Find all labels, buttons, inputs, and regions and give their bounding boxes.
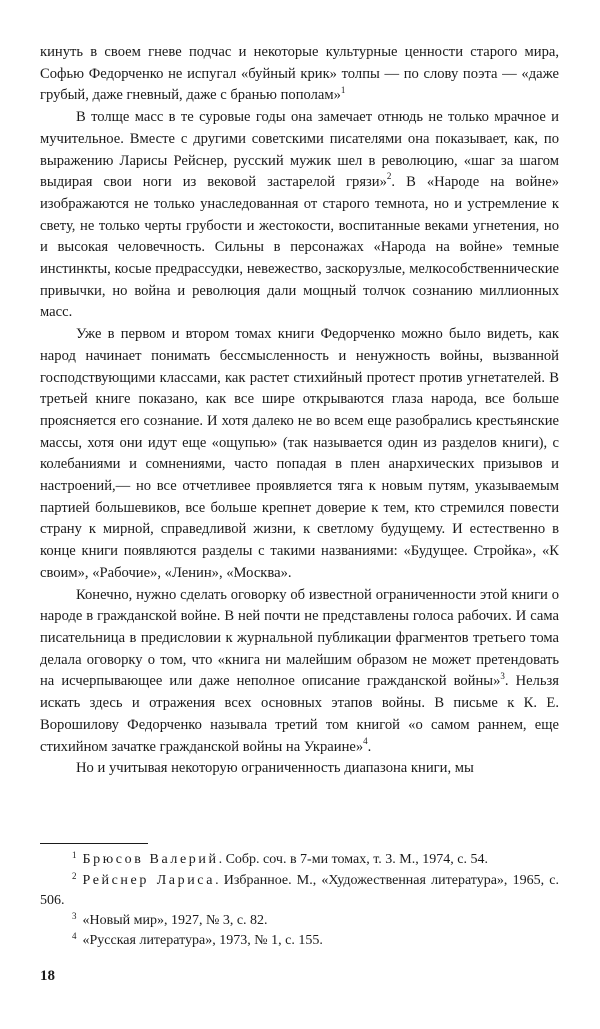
footnotes xyxy=(40,850,559,952)
footnote-ref-2: 2 xyxy=(386,171,392,182)
footnote-divider xyxy=(40,843,148,844)
footnote-text: . Собр. соч. в 7-ми томах, т. 3. М., 1974, с. 54. xyxy=(218,852,488,867)
paragraph-5 xyxy=(40,758,559,780)
footnote-number: 2 xyxy=(72,870,77,881)
paragraph-3 xyxy=(40,324,559,584)
page-number: 18 xyxy=(40,968,55,984)
footnote-text: «Новый мир», 1927, № 3, с. 82. xyxy=(82,912,268,928)
paragraph-2 xyxy=(40,107,559,324)
footnote-ref-4: 4 xyxy=(363,735,368,746)
footnote-text: . Избранное. М., «Художественная литература», 1965, с. 506. xyxy=(40,872,559,908)
paragraph-5-text: Но и учитывая некоторую ограниченность диапазона книги, мы xyxy=(76,760,474,777)
paragraph-3-text: Уже в первом и втором томах книги Федорченко можно было видеть, как народ начинает понимать бессмысленность и ненужность войны, вызванной господствующими классами, как растет стихийный протест против угнетателей. В третьей книге показано, как все шире открываются глаза народа, все больше проясняется его сознание. И хотя далеко не во всем еще разобрались крестьянские массы, хотя они идут еще «ощупью» (так называется один из разделов книги), с колебаниями и сомнениями, часто попадая в плен анархических призывов и настроений,— но все отчетливее проявляется тяга к новым путям, указываемым партией большевиков, все больше крепнет доверие к тем, кто стремился повести страну к мирной, справедливой жизни, к светлому будущему. И естественно в конце книги появляются разделы с такими названиями: «Будущее. Стройка», «К своим», «Рабочие», «Ленин», «Москва». xyxy=(40,326,559,581)
paragraph-2-text-a: В толще масс в те суровые годы она замечает отнюдь не только мрачное и мучительное. Вместе с другими советскими писателями она показывает, как, по выражению Ларисы Рейснер, русский мужик шел в революцию, «шаг за шагом выдирая свои ноги из вековой застарелой грязи» xyxy=(40,109,559,191)
footnote-author: Рейснер Лариса xyxy=(82,872,216,888)
paragraph-4-text-c: . xyxy=(367,738,372,755)
footnote-ref-3: 3 xyxy=(500,670,505,681)
footnote xyxy=(40,850,559,871)
paragraph-4-text-a: Конечно, нужно сделать оговорку об известной ограниченности этой книги о народе в гражданской войне. В ней почти не представлены голоса рабочих. И сама писательница в предисловии к журнальной публикации фрагментов третьего тома делала оговорку о том, что «книга ни малейшим образом не может претендовать на исчерпывающее или даже неполное описание гражданской войны» xyxy=(40,586,559,690)
footnote-number: 3 xyxy=(72,910,77,921)
footnote-author: Брюсов Валерий xyxy=(82,852,219,867)
paragraph-2-text-b: . В «Народе на войне» изображаются не только унаследованная от старого темнота, но и устремление к свету, не только черты грубости и жестокости, воспитанные веками угнетения, но и высокая человечность. Сильны в персонажах «Народа на войне» темные инстинкты, косые предрассудки, невежество, заскорузлые, мелкособственнические привычки, но война и революция дали мощный толчок сознанию миллионных масс. xyxy=(40,174,559,321)
footnote-ref-1: 1 xyxy=(340,84,346,95)
paragraph-1-text: кинуть в своем гневе подчас и некоторые культурные ценности старого мира, Софью Федорченко не испугал «буйный крик» толпы — по слову поэта — «даже грубый, даже гневный, даже с бранью пополам» xyxy=(40,44,559,104)
footnote xyxy=(40,931,559,952)
footnote-text: «Русская литература», 1973, № 1, с. 155. xyxy=(82,933,323,948)
footnote-number: 1 xyxy=(72,850,77,860)
footnote xyxy=(40,911,559,932)
paragraph-4 xyxy=(40,585,559,759)
main-text xyxy=(40,42,559,780)
footnote xyxy=(40,871,559,911)
paragraph-4-text-b: . Нельзя искать здесь и отражения всех основных этапов войны. В письме к К. Е. Ворошилову Федорченко называла третий том книгой «о самом раннем, еще стихийном зачатке гражданской войны на Украине» xyxy=(40,673,560,755)
paragraph-1 xyxy=(40,42,559,107)
footnote-number: 4 xyxy=(72,931,77,941)
